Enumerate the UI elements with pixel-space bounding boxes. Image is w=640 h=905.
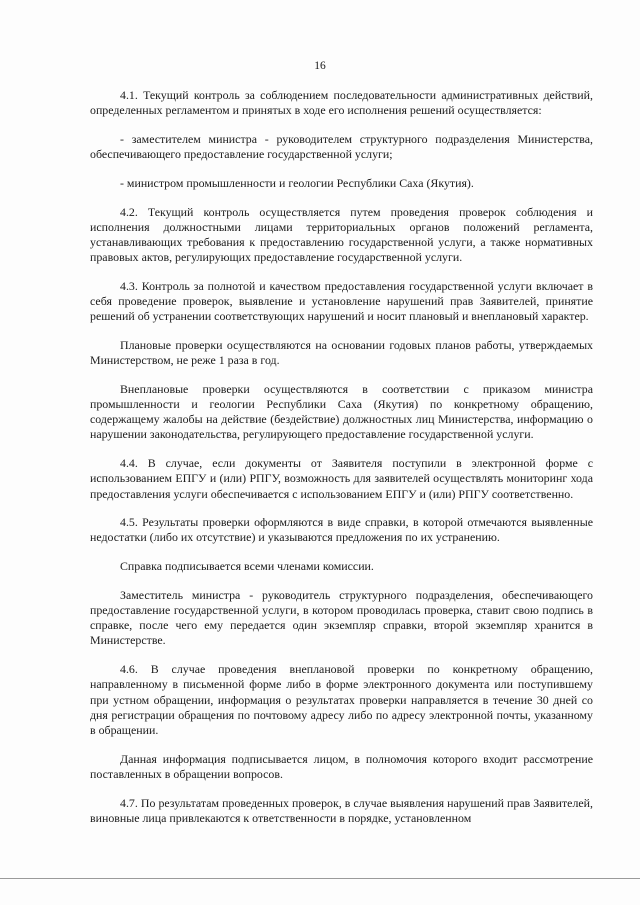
paragraph-unplanned-inspections: Внеплановые проверки осуществляются в соответствии с приказом министра промышленности и геологии Республики Саха (Якутия) по конкретному обращению, содержащему жалобы на действие (бездействие) должностных лиц Министерства, информацию о нарушении законодательства, регулирующего предоставление государственной услуги. — [90, 381, 593, 442]
paragraph-bullet-deputy-minister: - заместителем министра - руководителем структурного подразделения Министерства, обеспечивающего предоставление государственной услуги; — [90, 131, 593, 162]
paragraph-4-1: 4.1. Текущий контроль за соблюдением последовательности административных действий, определенных регламентом и принятых в ходе его исполнения решений осуществляется: — [90, 88, 593, 118]
paragraph-4-7: 4.7. По результатам проведенных проверок, в случае выявления нарушений прав Заявителей, виновные лица привлекаются к ответственности в порядке, установленном — [90, 795, 593, 825]
paragraph-4-5: 4.5. Результаты проверки оформляются в виде справки, в которой отмечаются выявленные недостатки (либо их отсутствие) и указываются предложения по их устранению. — [90, 515, 593, 545]
paragraph-deputy-signature: Заместитель министра - руководитель структурного подразделения, обеспечивающего предоставление государственной услуги, в котором проводилась проверка, ставит свою подпись в справке, после чего ему передается один экземпляр справки, второй экземпляр хранится в Министерстве. — [90, 587, 593, 648]
page-bottom-edge — [0, 878, 640, 879]
paragraph-bullet-minister: - министром промышленности и геологии Республики Саха (Якутия). — [120, 175, 474, 190]
paragraph-certificate-signature: Справка подписывается всеми членами комиссии. — [120, 559, 374, 574]
page-number: 16 — [314, 60, 326, 72]
document-body — [90, 88, 593, 826]
paragraph-4-4: 4.4. В случае, если документы от Заявителя поступили в электронной форме с использованием ЕПГУ и (или) РПГУ, возможность для заявителей осуществлять мониторинг хода предоставления услуги обеспечивается с использованием ЕПГУ и (или) РПГУ соответственно. — [90, 456, 593, 501]
paragraph-4-6: 4.6. В случае проведения внеплановой проверки по конкретному обращению, направленному в письменной форме либо в форме электронного документа или поступившему при устном обращении, информация о результатах проверки направляется в течение 30 дней со дня регистрации обращения по почтовому адресу либо по адресу электронной почты, указанному в обращении. — [90, 662, 593, 737]
paragraph-information-signature: Данная информация подписывается лицом, в полномочия которого входит рассмотрение поставленных в обращении вопросов. — [90, 751, 593, 781]
paragraph-planned-inspections: Плановые проверки осуществляются на основании годовых планов работы, утверждаемых Министерством, не реже 1 раза в год. — [90, 337, 593, 368]
paragraph-4-2: 4.2. Текущий контроль осуществляется путем проведения проверок соблюдения и исполнения должностными лицами территориальных органов положений регламента, устанавливающих требования к предоставлению государственной услуги, а также нормативных правовых актов, регулирующих предоставление государственной услуги. — [90, 204, 593, 265]
paragraph-4-3: 4.3. Контроль за полнотой и качеством предоставления государственной услуги включает в себя проведение проверок, выявление и установление нарушений прав Заявителей, принятие решений об устранении соответствующих нарушений и носит плановый и внеплановый характер. — [90, 278, 593, 324]
